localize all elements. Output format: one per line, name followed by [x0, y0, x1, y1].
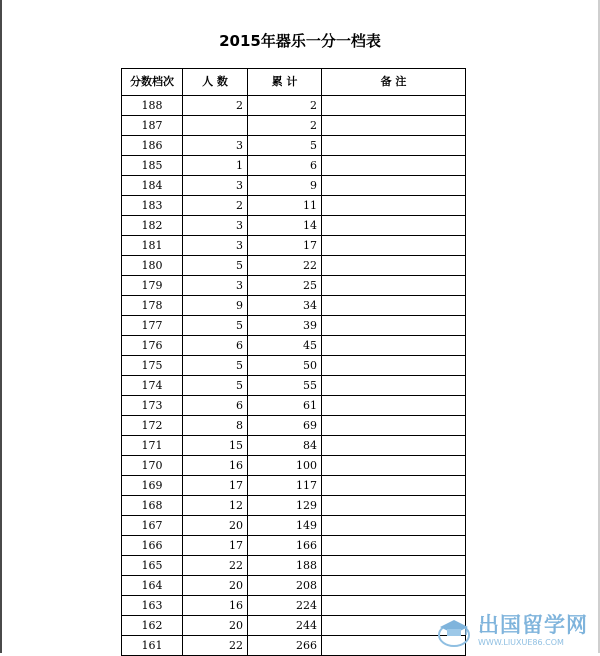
table-row [122, 536, 466, 556]
cell-score: 177 [122, 316, 183, 336]
table-row [122, 296, 466, 316]
cell-note [322, 356, 466, 376]
cell-note [322, 156, 466, 176]
table-row [122, 416, 466, 436]
cell-count: 6 [183, 396, 248, 416]
header-cumulative: 累 计 [248, 69, 322, 96]
cell-score: 182 [122, 216, 183, 236]
cell-count: 1 [183, 156, 248, 176]
cell-score: 162 [122, 616, 183, 636]
cell-note [322, 496, 466, 516]
cell-cumulative: 9 [248, 176, 322, 196]
cell-score: 183 [122, 196, 183, 216]
cell-count: 2 [183, 196, 248, 216]
cell-count: 3 [183, 236, 248, 256]
table-row [122, 196, 466, 216]
cell-cumulative: 25 [248, 276, 322, 296]
cell-cumulative: 11 [248, 196, 322, 216]
cell-score: 167 [122, 516, 183, 536]
table-row [122, 376, 466, 396]
site-watermark [436, 608, 600, 653]
cell-note [322, 216, 466, 236]
cell-score: 171 [122, 436, 183, 456]
cell-cumulative: 5 [248, 136, 322, 156]
cell-note [322, 556, 466, 576]
header-count: 人 数 [183, 69, 248, 96]
cell-note [322, 196, 466, 216]
table-row [122, 176, 466, 196]
cell-score: 187 [122, 116, 183, 136]
cell-cumulative: 69 [248, 416, 322, 436]
cell-score: 184 [122, 176, 183, 196]
cell-cumulative: 22 [248, 256, 322, 276]
cell-cumulative: 45 [248, 336, 322, 356]
document-title: 2015年器乐一分一档表 [219, 32, 381, 50]
cell-count: 5 [183, 356, 248, 376]
table-row [122, 456, 466, 476]
cell-cumulative: 266 [248, 636, 322, 656]
cell-count: 16 [183, 596, 248, 616]
cell-count [183, 116, 248, 136]
cell-score: 186 [122, 136, 183, 156]
cell-count: 5 [183, 256, 248, 276]
cell-note [322, 316, 466, 336]
cell-score: 161 [122, 636, 183, 656]
watermark-text: 出国留学网 [478, 612, 588, 637]
cell-note [322, 116, 466, 136]
cell-score: 180 [122, 256, 183, 276]
table-row [122, 156, 466, 176]
cell-note [322, 396, 466, 416]
cell-note [322, 176, 466, 196]
cell-cumulative: 50 [248, 356, 322, 376]
table-header-row [122, 69, 466, 96]
cell-note [322, 256, 466, 276]
cell-count: 17 [183, 536, 248, 556]
cell-count: 8 [183, 416, 248, 436]
cell-note [322, 576, 466, 596]
cell-note [322, 376, 466, 396]
cell-cumulative: 17 [248, 236, 322, 256]
graduation-cap-icon [436, 613, 472, 649]
cell-cumulative: 117 [248, 476, 322, 496]
cell-count: 3 [183, 136, 248, 156]
cell-note [322, 96, 466, 116]
cell-cumulative: 224 [248, 596, 322, 616]
header-score-level: 分数档次 [122, 69, 183, 96]
cell-score: 163 [122, 596, 183, 616]
table-row [122, 516, 466, 536]
cell-cumulative: 39 [248, 316, 322, 336]
cell-count: 20 [183, 516, 248, 536]
cell-count: 3 [183, 216, 248, 236]
cell-note [322, 416, 466, 436]
cell-cumulative: 166 [248, 536, 322, 556]
cell-cumulative: 2 [248, 116, 322, 136]
cell-count: 3 [183, 276, 248, 296]
cell-cumulative: 55 [248, 376, 322, 396]
cell-score: 185 [122, 156, 183, 176]
table-row [122, 396, 466, 416]
cell-note [322, 516, 466, 536]
cell-note [322, 436, 466, 456]
cell-cumulative: 208 [248, 576, 322, 596]
table-row [122, 596, 466, 616]
table-row [122, 496, 466, 516]
cell-cumulative: 6 [248, 156, 322, 176]
cell-cumulative: 188 [248, 556, 322, 576]
cell-cumulative: 84 [248, 436, 322, 456]
cell-cumulative: 129 [248, 496, 322, 516]
cell-count: 15 [183, 436, 248, 456]
page-edge-left [0, 0, 2, 653]
table-body [122, 96, 466, 656]
cell-count: 6 [183, 336, 248, 356]
cell-score: 168 [122, 496, 183, 516]
cell-note [322, 476, 466, 496]
table-row [122, 316, 466, 336]
cell-score: 170 [122, 456, 183, 476]
cell-score: 181 [122, 236, 183, 256]
cell-score: 176 [122, 336, 183, 356]
cell-count: 16 [183, 456, 248, 476]
cell-cumulative: 61 [248, 396, 322, 416]
cell-note [322, 276, 466, 296]
table-row [122, 616, 466, 636]
cell-score: 169 [122, 476, 183, 496]
cell-cumulative: 34 [248, 296, 322, 316]
table-row [122, 116, 466, 136]
cell-count: 5 [183, 316, 248, 336]
table-row [122, 556, 466, 576]
cell-count: 9 [183, 296, 248, 316]
cell-note [322, 136, 466, 156]
header-notes: 备 注 [322, 69, 466, 96]
table-row [122, 336, 466, 356]
cell-count: 20 [183, 616, 248, 636]
cell-count: 3 [183, 176, 248, 196]
cell-cumulative: 2 [248, 96, 322, 116]
cell-score: 173 [122, 396, 183, 416]
cell-count: 2 [183, 96, 248, 116]
table-row [122, 136, 466, 156]
cell-score: 166 [122, 536, 183, 556]
cell-count: 22 [183, 636, 248, 656]
cell-score: 172 [122, 416, 183, 436]
cell-note [322, 236, 466, 256]
cell-note [322, 456, 466, 476]
table-row [122, 476, 466, 496]
table-row [122, 236, 466, 256]
cell-note [322, 536, 466, 556]
table-row [122, 436, 466, 456]
cell-score: 188 [122, 96, 183, 116]
cell-score: 179 [122, 276, 183, 296]
table-row [122, 96, 466, 116]
cell-score: 175 [122, 356, 183, 376]
cell-cumulative: 100 [248, 456, 322, 476]
cell-cumulative: 149 [248, 516, 322, 536]
table-row [122, 256, 466, 276]
table-row [122, 216, 466, 236]
table-row [122, 576, 466, 596]
cell-score: 164 [122, 576, 183, 596]
table-row [122, 356, 466, 376]
cell-score: 174 [122, 376, 183, 396]
cell-note [322, 296, 466, 316]
cell-count: 20 [183, 576, 248, 596]
score-distribution-table [121, 68, 466, 656]
cell-score: 165 [122, 556, 183, 576]
table-row [122, 276, 466, 296]
cell-count: 17 [183, 476, 248, 496]
cell-count: 12 [183, 496, 248, 516]
cell-count: 22 [183, 556, 248, 576]
cell-score: 178 [122, 296, 183, 316]
cell-cumulative: 14 [248, 216, 322, 236]
watermark-url: WWW.LIUXUE86.COM [478, 637, 564, 647]
cell-cumulative: 244 [248, 616, 322, 636]
cell-note [322, 336, 466, 356]
cell-count: 5 [183, 376, 248, 396]
